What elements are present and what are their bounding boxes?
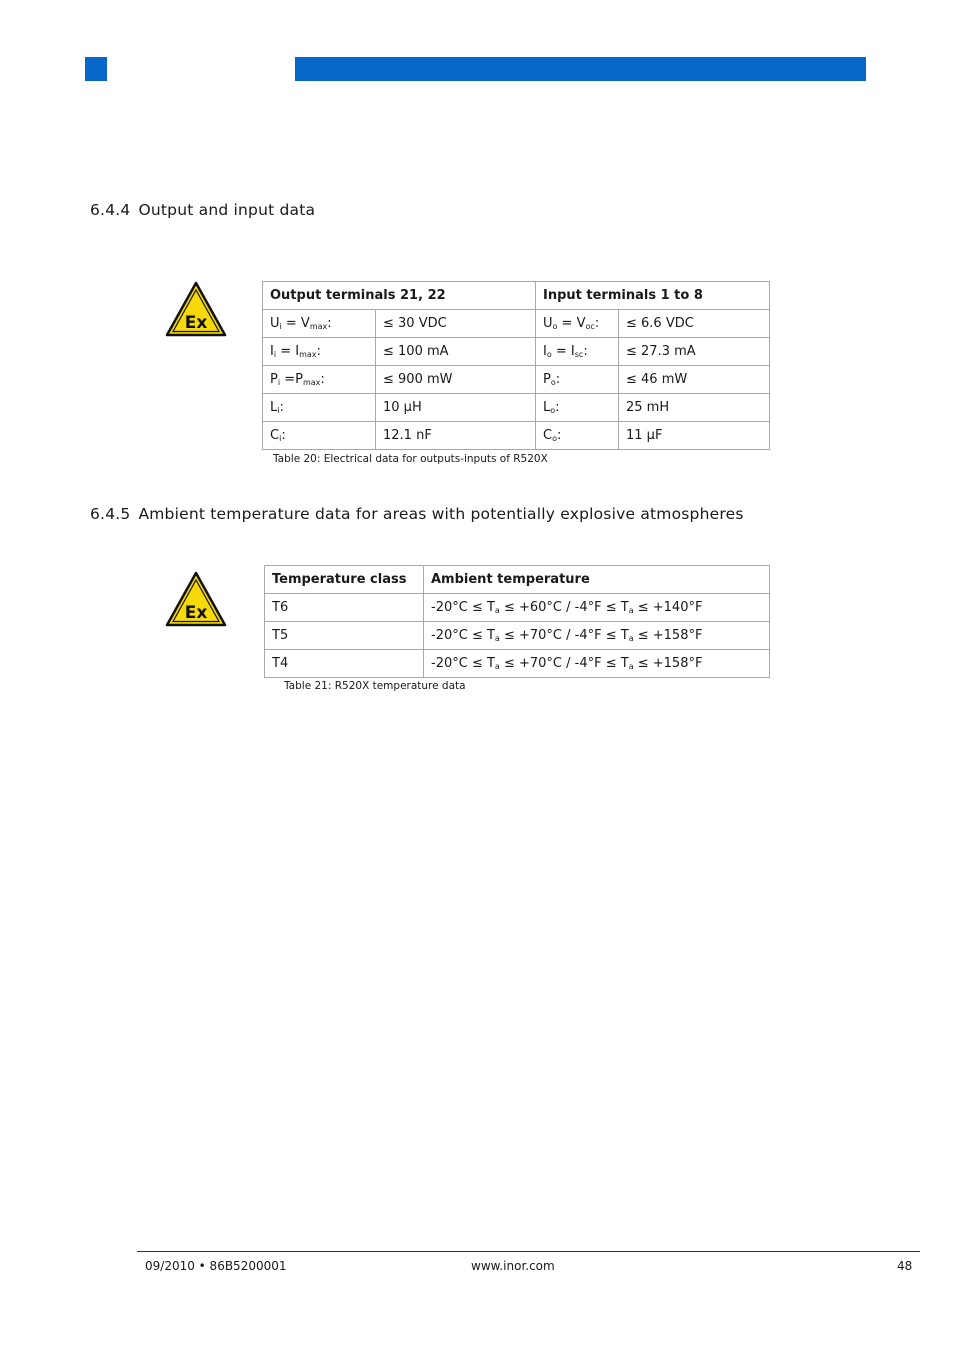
value-ci: 12.1 nF [376,422,536,450]
column-header-class: Temperature class [265,566,424,594]
table-row [263,338,770,366]
ex-warning-icon [165,571,227,627]
value-io: ≤ 27.3 mA [619,338,770,366]
section-title: Output and input data [138,201,316,219]
temperature-range: $-20^\circ C \le T_a \le +60^\circ C / -4^\circ F \le T_a \le +140^\circ F$ [424,594,770,622]
param-ui: $U_i = V_{max}$: [263,310,376,338]
value-lo: 25 mH [619,394,770,422]
electrical-data-table [262,281,770,450]
param-lo: $L_o$: [536,394,619,422]
column-header-ambient: Ambient temperature [424,566,770,594]
param-ci: $C_i$: [263,422,376,450]
table-row [265,622,770,650]
table-header-row [263,282,770,310]
section-number: 6.4.4 [90,201,131,219]
table-row [265,594,770,622]
value-uo: ≤ 6.6 VDC [619,310,770,338]
param-li: $L_i$: [263,394,376,422]
table-caption: Table 20: Electrical data for outputs-inputs of R520X [273,453,548,465]
value-li: 10 µH [376,394,536,422]
temperature-data-table [264,565,770,678]
value-ii: ≤ 100 mA [376,338,536,366]
temperature-class: T5 [265,622,424,650]
table-header-row [265,566,770,594]
table-caption: Table 21: R520X temperature data [284,680,466,692]
param-co: $C_o$: [536,422,619,450]
temperature-range: $-20^\circ C \le T_a \le +70^\circ C / -4^\circ F \le T_a \le +158^\circ F$ [424,650,770,678]
svg-text:Ex: Ex [184,603,208,623]
temperature-class: T6 [265,594,424,622]
footer-divider [137,1251,920,1252]
table-row [263,366,770,394]
temperature-class: T4 [265,650,424,678]
value-po: ≤ 46 mW [619,366,770,394]
column-header-output: Output terminals 21, 22 [263,282,536,310]
table-row [263,422,770,450]
table-row [265,650,770,678]
section-number: 6.4.5 [90,505,131,523]
param-io: $I_o = I_{sc}$: [536,338,619,366]
param-pi: $P_i =P_{max}$: [263,366,376,394]
param-uo: $U_o = V_{oc}$: [536,310,619,338]
value-pi: ≤ 900 mW [376,366,536,394]
ex-warning-icon [165,281,227,337]
svg-text:Ex: Ex [184,313,208,333]
section-title: Ambient temperature data for areas with potentially explosive atmospheres [138,505,744,523]
footer-website-link[interactable]: www.inor.com [471,1259,555,1273]
header-accent-bar [295,57,866,81]
param-ii: $I_i = I_{max}$: [263,338,376,366]
header-accent-square [85,57,107,81]
table-row [263,310,770,338]
section-heading-output-input [90,201,315,219]
temperature-range: $-20^\circ C \le T_a \le +70^\circ C / -4^\circ F \le T_a \le +158^\circ F$ [424,622,770,650]
page-number: 48 [897,1259,913,1273]
column-header-input: Input terminals 1 to 8 [536,282,770,310]
value-ui: ≤ 30 VDC [376,310,536,338]
table-row [263,394,770,422]
section-heading-ambient-temperature [90,505,744,523]
footer-date-docnumber: 09/2010 • 86B5200001 [145,1259,287,1273]
value-co: 11 µF [619,422,770,450]
param-po: $P_o$: [536,366,619,394]
